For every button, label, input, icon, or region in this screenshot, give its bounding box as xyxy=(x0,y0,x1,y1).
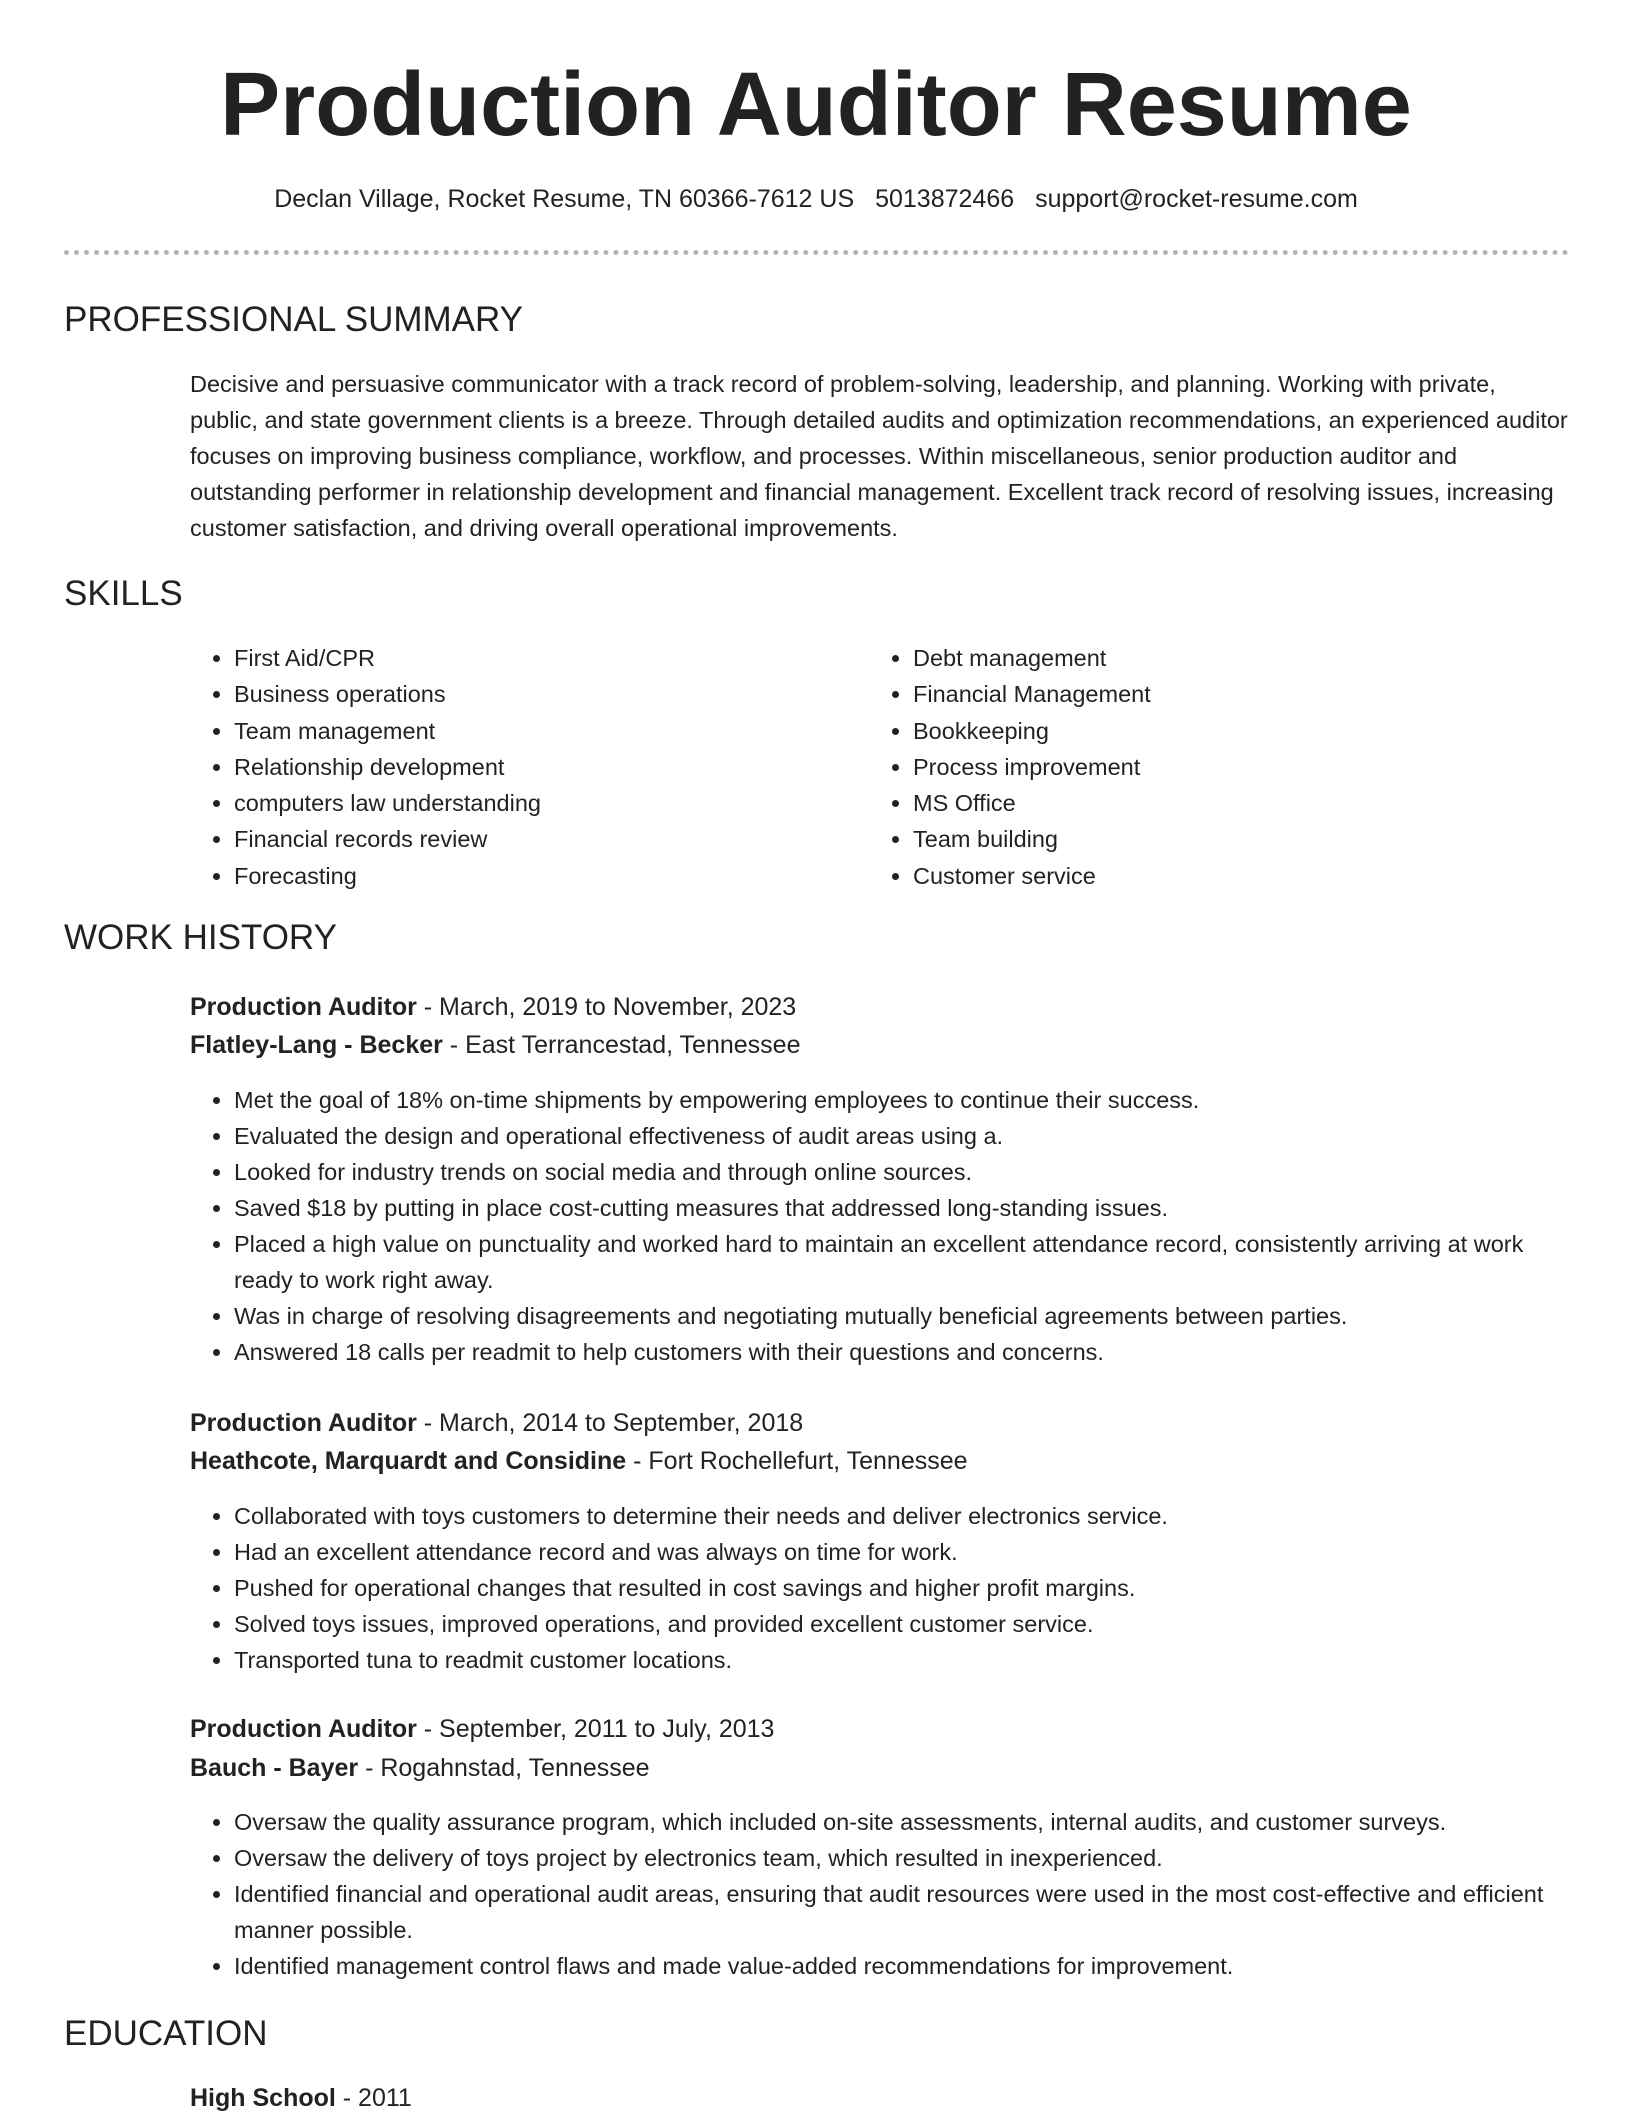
resume-title: Production Auditor Resume xyxy=(220,55,1412,155)
skill-item: • Team management xyxy=(234,713,810,749)
job-title-line xyxy=(190,1405,803,1441)
skills-right-column xyxy=(869,640,1489,894)
skill-item: • Business operations xyxy=(234,676,810,712)
education-line xyxy=(190,2080,412,2116)
contact-address: Declan Village, Rocket Resume, TN 60366-7612 US xyxy=(274,185,855,213)
job-bullet: • Identified management control flaws and made value-added recommendations for improvement. xyxy=(234,1948,1570,1984)
job-bullet: • Placed a high value on punctuality and worked hard to maintain an excellent attendance record, consistently arriving at work ready to work right away. xyxy=(234,1226,1570,1298)
job-dates: - March, 2019 to November, 2023 xyxy=(416,993,797,1021)
job-location: - East Terrancestad, Tennessee xyxy=(442,1031,801,1059)
job-bullet: • Oversaw the quality assurance program, which included on-site assessments, internal audits, and customer surveys. xyxy=(234,1804,1570,1840)
job-company-line xyxy=(190,1027,800,1063)
skill-item: • Process improvement xyxy=(913,749,1489,785)
education-heading: EDUCATION xyxy=(64,2014,268,2053)
job-bullet: • Met the goal of 18% on-time shipments by empowering employees to continue their success. xyxy=(234,1082,1570,1118)
job-bullet: • Solved toys issues, improved operations, and provided excellent customer service. xyxy=(234,1606,1570,1642)
job-bullet: • Pushed for operational changes that resulted in cost savings and higher profit margins. xyxy=(234,1570,1570,1606)
education-degree: High School xyxy=(190,2084,336,2112)
skill-item: • Team building xyxy=(913,821,1489,857)
contact-phone: 5013872466 xyxy=(875,185,1015,213)
skill-item: • Financial records review xyxy=(234,821,810,857)
job-location: - Fort Rochellefurt, Tennessee xyxy=(626,1447,968,1475)
job-dates: - March, 2014 to September, 2018 xyxy=(416,1409,804,1437)
job-bullet: • Was in charge of resolving disagreements and negotiating mutually beneficial agreements between parties. xyxy=(234,1298,1570,1334)
skills-heading: SKILLS xyxy=(64,574,183,613)
job-title: Production Auditor xyxy=(190,1715,417,1743)
skill-item: • Forecasting xyxy=(234,858,810,894)
job-dates: - September, 2011 to July, 2013 xyxy=(416,1715,775,1743)
skill-item: • MS Office xyxy=(913,785,1489,821)
contact-email: support@rocket-resume.com xyxy=(1035,185,1358,213)
skill-item: • Relationship development xyxy=(234,749,810,785)
job-bullet: • Looked for industry trends on social media and through online sources. xyxy=(234,1154,1570,1190)
education-year: - 2011 xyxy=(335,2084,412,2112)
job-company: Heathcote, Marquardt and Considine xyxy=(190,1447,627,1475)
contact-line xyxy=(0,181,1632,217)
skills-left-column xyxy=(190,640,810,894)
job-bullet: • Saved $18 by putting in place cost-cutting measures that addressed long-standing issues. xyxy=(234,1190,1570,1226)
header-divider xyxy=(64,250,1569,255)
skill-item: • computers law understanding xyxy=(234,785,810,821)
summary-heading: PROFESSIONAL SUMMARY xyxy=(64,300,523,339)
job-bullet: • Collaborated with toys customers to determine their needs and deliver electronics service. xyxy=(234,1498,1570,1534)
job-bullet: • Transported tuna to readmit customer locations. xyxy=(234,1642,1570,1678)
job-title-line xyxy=(190,1711,774,1747)
job-location: - Rogahnstad, Tennessee xyxy=(358,1754,650,1782)
work-history-heading: WORK HISTORY xyxy=(64,918,337,957)
job-title-line xyxy=(190,989,796,1025)
job-company-line xyxy=(190,1443,968,1479)
job-company-line xyxy=(190,1750,650,1786)
job-company: Flatley-Lang - Becker xyxy=(190,1031,443,1059)
skill-item: • Bookkeeping xyxy=(913,713,1489,749)
job-title: Production Auditor xyxy=(190,993,417,1021)
skill-item: • Debt management xyxy=(913,640,1489,676)
job-bullet: • Answered 18 calls per readmit to help customers with their questions and concerns. xyxy=(234,1334,1570,1370)
job-bullet: • Evaluated the design and operational effectiveness of audit areas using a. xyxy=(234,1118,1570,1154)
job-bullets xyxy=(190,1804,1570,1984)
skill-item: • Customer service xyxy=(913,858,1489,894)
job-title: Production Auditor xyxy=(190,1409,417,1437)
job-bullet: • Identified financial and operational audit areas, ensuring that audit resources were used in the most cost-effective and efficient manner possible. xyxy=(234,1876,1570,1948)
job-bullets xyxy=(190,1498,1570,1678)
job-company: Bauch - Bayer xyxy=(190,1754,359,1782)
skill-item: • First Aid/CPR xyxy=(234,640,810,676)
job-bullets xyxy=(190,1082,1570,1370)
summary-text: Decisive and persuasive communicator with a track record of problem-solving, leadership, and planning. Working with private, public, and state government clients is a breeze. Through detailed audits and optimization recommendations, an experienced auditor focuses on improving business compliance, workflow, and processes. Within miscellaneous, senior production auditor and outstanding performer in relationship development and financial management. Excellent track record of resolving issues, increasing customer satisfaction, and driving overall operational improvements. xyxy=(190,371,1568,541)
skill-item: • Financial Management xyxy=(913,676,1489,712)
job-bullet: • Oversaw the delivery of toys project by electronics team, which resulted in inexperienced. xyxy=(234,1840,1570,1876)
job-bullet: • Had an excellent attendance record and was always on time for work. xyxy=(234,1534,1570,1570)
